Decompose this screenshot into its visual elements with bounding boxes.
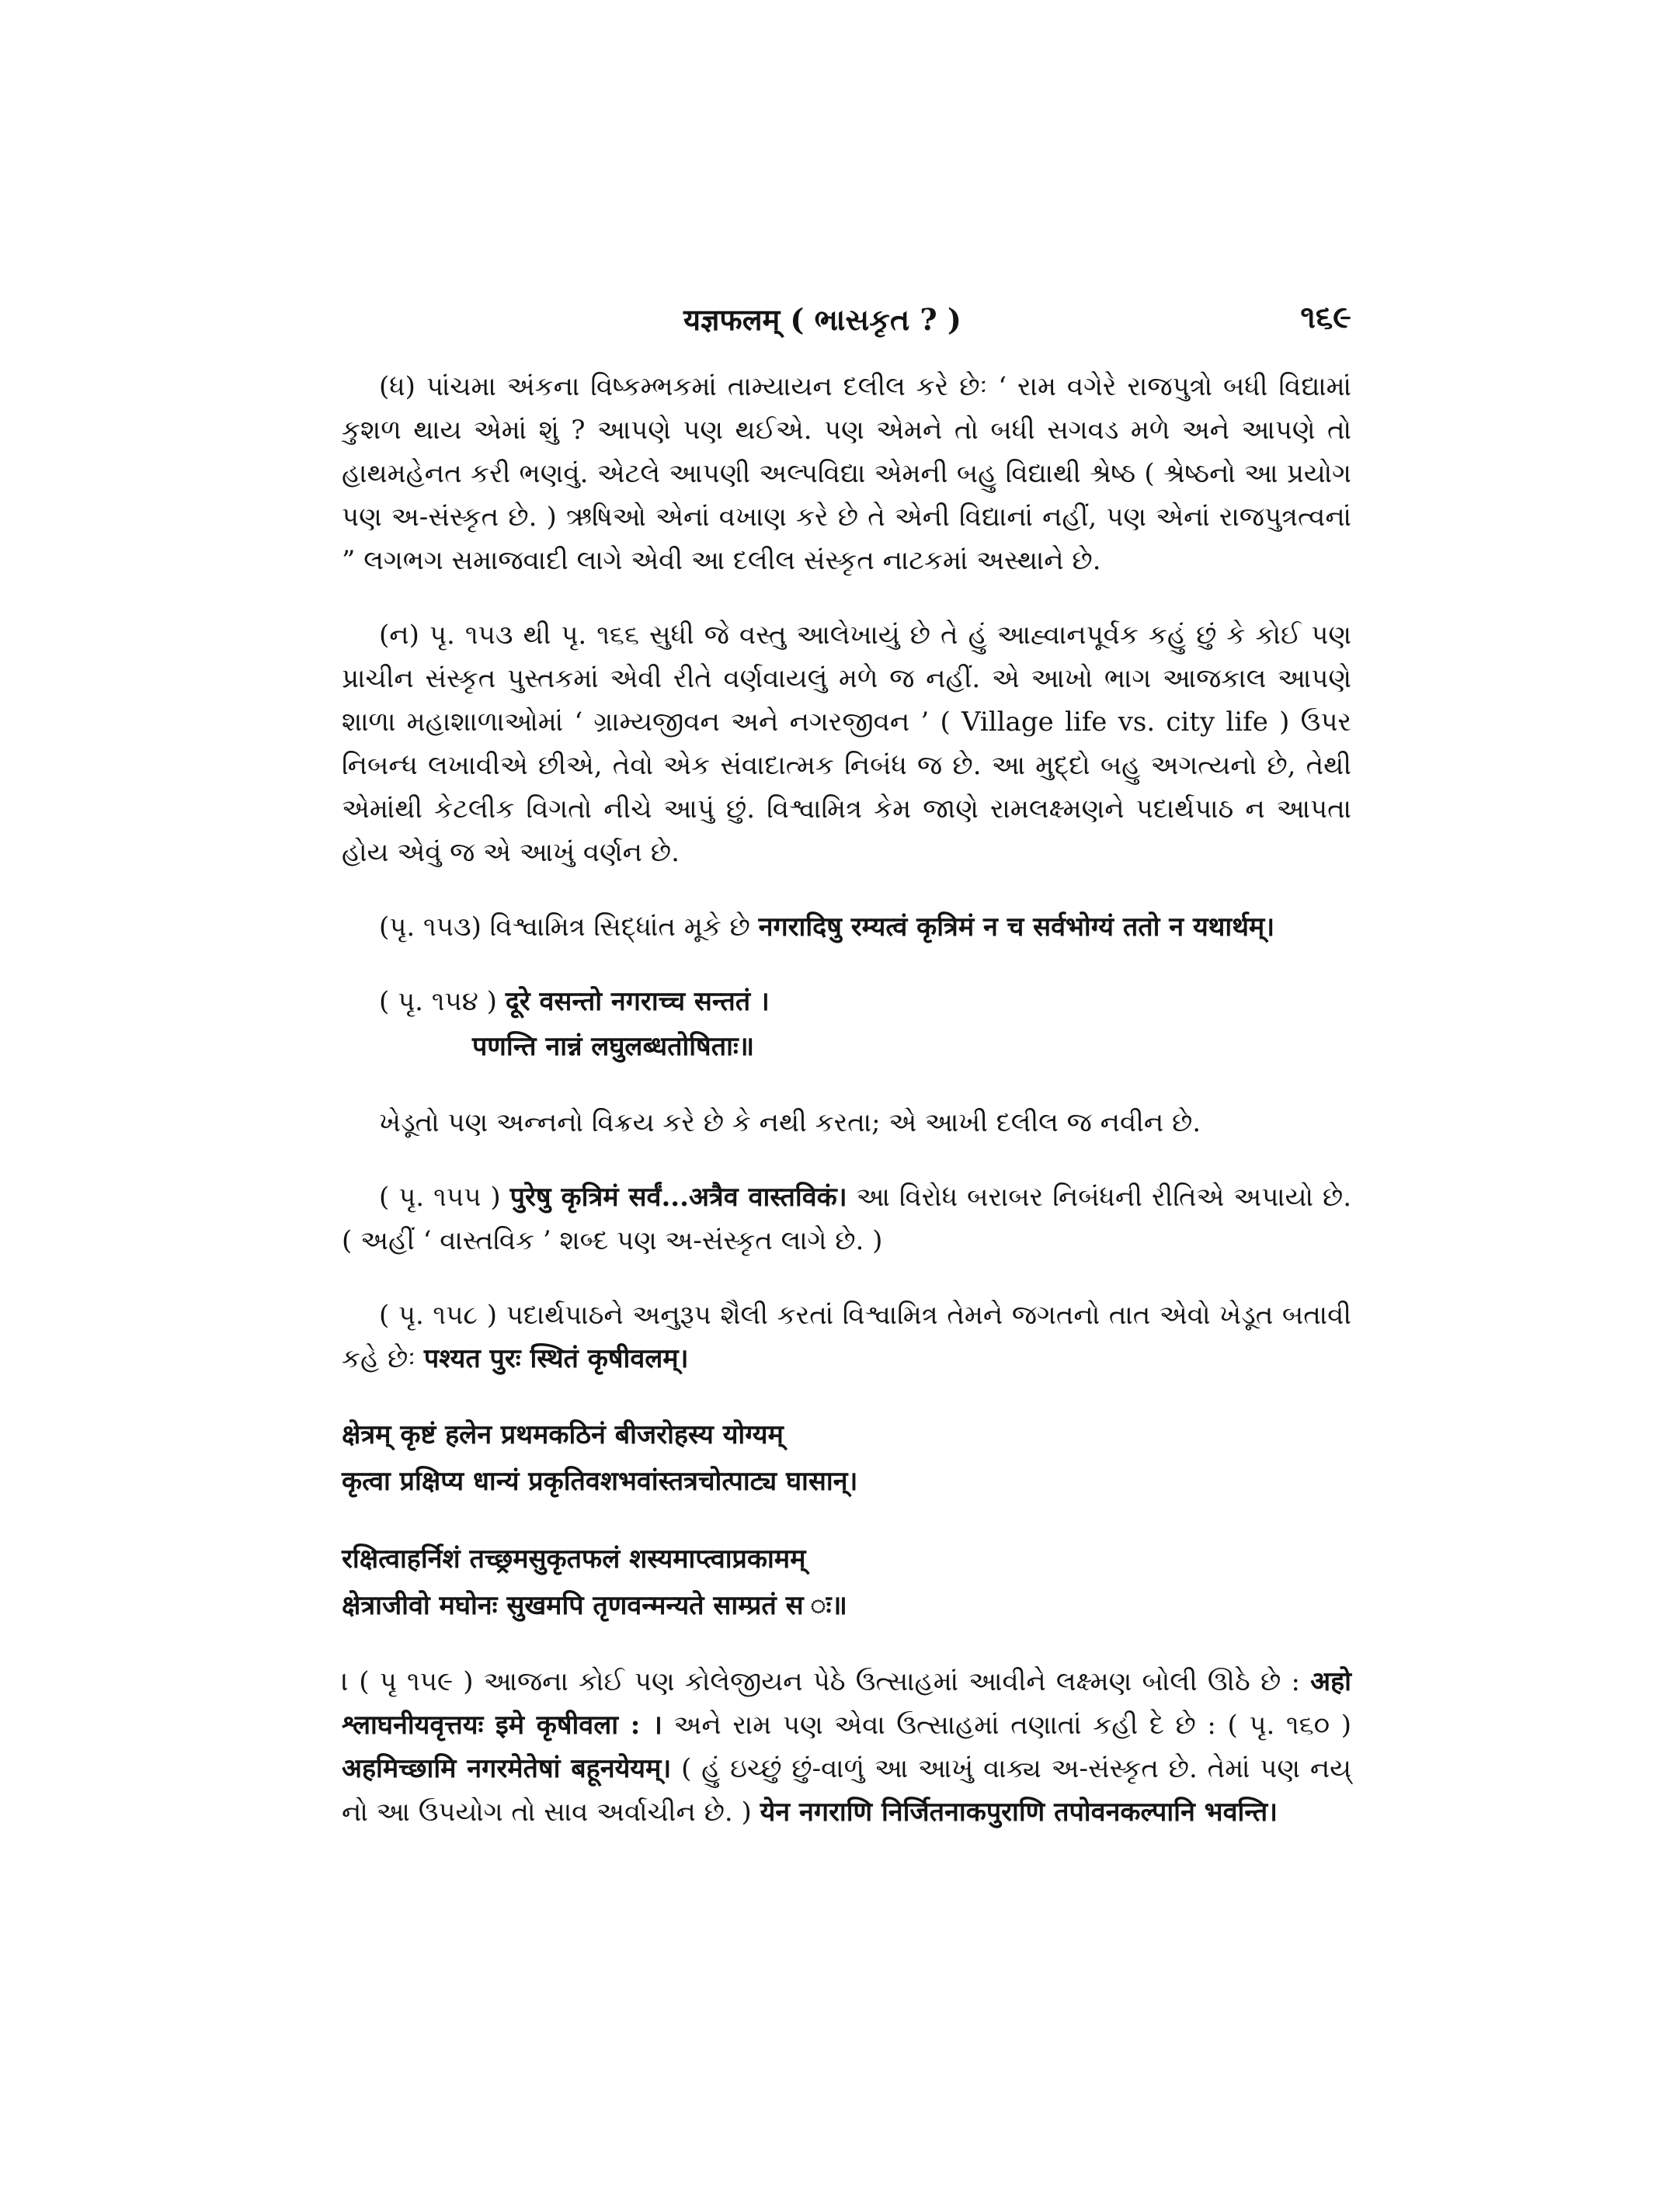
quote-158-sanskrit: पश्यत पुरः स्थितं कृषीवलम्। bbox=[423, 1343, 689, 1374]
paragraph-dha: (ધ) પાંચમા અંકના વિષ્કમ્ભકમાં તામ્યાયન દલીલ કરે છેઃ ‘ રામ વગેરે રાજપુત્રો બધી વિદ્યામાં કુશળ થાય એમાં શું ? આપણે પણ થઈએ. પણ એમને તો બધી સગવડ મળે અને આપણે તો હાથમહેનત કરી ભણવું. એટલે આપણી અલ્પવિદ્યા એમની બહુ વિદ્યાથી શ્રેષ્ઠ ( શ્રેષ્ઠનો આ પ્રયોગ પણ અ-સંસ્કૃત છે. ) ઋષિઓ એનાં વખાણ કરે છે તે એની વિદ્યાનાં નહીં, પણ એનાં રાજપુત્રત્વનાં ” લગભગ સમાજવાદી લાગે એવી આ દલીલ સંસ્કૃત નાટકમાં અસ્થાને છે. bbox=[342, 371, 1351, 576]
quote-154-line1: दूरे वसन्तो नगराच्च सन्ततं । bbox=[505, 986, 770, 1017]
para-159-note: ( હું ઇચ્છું છું-વાળું આ આખું વાક્ય અ-સંસ્કૃત છે. તેમાં પણ નય્ નો આ ઉપયોગ તો સાવ અર્વાચીન છે. ) bbox=[342, 1753, 1352, 1828]
verse-a bbox=[342, 1412, 1351, 1505]
quote-154-verse bbox=[342, 1023, 1351, 1070]
quote-158-text: ( પૃ. ૧૫૮ ) પદાર્થપાઠને અનુરૂપ શૈલી કરતાં વિશ્વામિત્ર તેમને જગતનો તાત એવો ખેડૂત બતાવી કહે છેઃ bbox=[342, 1300, 1351, 1374]
page-body bbox=[342, 365, 1351, 1865]
running-title: यज्ञफलम् ( ભાસકૃત ? ) bbox=[683, 302, 961, 337]
paragraph-page-159 bbox=[342, 1660, 1351, 1834]
quote-155-sanskrit: पुरेषु कृत्रिमं सर्वं...अत्रैव वास्तविकं। bbox=[509, 1182, 847, 1213]
quote-153-lead: (પૃ. ૧૫૩) વિશ્વામિત્ર સિદ્ધાંત મૂકે છે bbox=[379, 912, 750, 943]
paragraph-na: (ન) પૃ. ૧૫૩ થી પૃ. ૧૬૬ સુધી જે વસ્તુ આલેખાયું છે તે હું આહ્વાનપૂર્વક કહું છું કે કોઈ પણ પ્રાચીન સંસ્કૃત પુસ્તકમાં એવી રીતે વર્ણવાયલું મળે જ નહીં. એ આખો ભાગ આજકાલ આપણે શાળા મહાશાળાઓમાં ‘ ગ્રામ્યજીવન અને નગરજીવન ’ ( Village life vs. city life ) ઉપર નિબન્ધ લખાવીએ છીએ, તેવો એક સંવાદાત્મક નિબંધ જ છે. આ મુદ્દો બહુ અગત્યનો છે, તેથી એમાંથી કેટલીક વિગતો નીચે આપું છું. વિશ્વામિત્ર કેમ જાણે રામલક્ષ્મણને પદાર્થપાઠ ન આપતા હોય એવું જ એ આખું વર્ણન છે. bbox=[342, 620, 1351, 868]
quote-page-153 bbox=[342, 905, 1351, 949]
quote-155-rest: આ વિરોધ બરાબર નિબંધની રીતિએ અપાયો છે. ( અહીં ‘ વાસ્તવિક ’ શબ્દ પણ અ-સંસ્કૃત લાગે છે. ) bbox=[342, 1182, 1352, 1256]
quote-page-158 bbox=[342, 1294, 1351, 1380]
para-159-lead: ( પૃ ૧૫૯ ) આજના કોઈ પણ કોલેજીયન પેઠે ઉત્સાહમાં આવીને લક્ષ્મણ બોલી ઊઠે છે : bbox=[359, 1666, 1300, 1697]
para-159-sanskrit-1: अहो श्लाघनीयवृत्तयः इमे कृषीवला : । bbox=[342, 1666, 1351, 1741]
quote-155-ref: ( પૃ. ૧૫૫ ) bbox=[379, 1182, 501, 1213]
quote-page-154 bbox=[342, 980, 1351, 1070]
quote-154-line2: पणन्ति नान्नं लघुलब्धतोषिताः॥ bbox=[472, 1031, 755, 1062]
quote-page-155 bbox=[342, 1175, 1351, 1262]
page-number: ૧૬૯ bbox=[1300, 299, 1351, 335]
para-159-mark: । bbox=[342, 1666, 349, 1697]
quote-154-ref: ( પૃ. ૧૫૪ ) bbox=[379, 986, 497, 1017]
para-159-sanskrit-2: अहमिच्छामि नगरमेतेषां बहूनयेयम्। bbox=[342, 1753, 672, 1784]
verse-a-line1: क्षेत्रम् कृष्टं हलेन प्रथमकठिनं बीजरोहस्य योग्यम् bbox=[342, 1419, 784, 1450]
quote-153-sanskrit: नगरादिषु रम्यत्वं कृत्रिमं न च सर्वभोग्यं ततो न यथार्थम्। bbox=[758, 912, 1275, 943]
verse-b-line2: क्षेत्राजीवो मघोनः सुखमपि तृणवन्मन्यते साम्प्रतं स ः॥ bbox=[342, 1590, 847, 1621]
para-159-sanskrit-3: येन नगराणि निर्जितनाकपुराणि तपोवनकल्पानि भवन्ति। bbox=[760, 1797, 1278, 1828]
para-159-mid: અને રામ પણ એવા ઉત્સાહમાં તણાતાં કહી દે છે : ( પૃ. ૧૬૦ ) bbox=[673, 1710, 1352, 1741]
verse-b bbox=[342, 1536, 1351, 1629]
verse-b-line1: रक्षित्वाहर्निशं तच्छ्रमसुकृतफलं शस्यमाप्त्वाप्रकामम् bbox=[342, 1544, 806, 1575]
page-header bbox=[342, 299, 1351, 346]
paragraph-farmers: ખેડૂતો પણ અન્નનો વિક્રય કરે છે કે નથી કરતા; એ આખી દલીલ જ નવીન છે. bbox=[379, 1107, 1201, 1138]
verse-a-line2: कृत्वा प्रक्षिप्य धान्यं प्रकृतिवशभवांस्तत्रचोत्पाट्य घासान्। bbox=[342, 1466, 858, 1497]
